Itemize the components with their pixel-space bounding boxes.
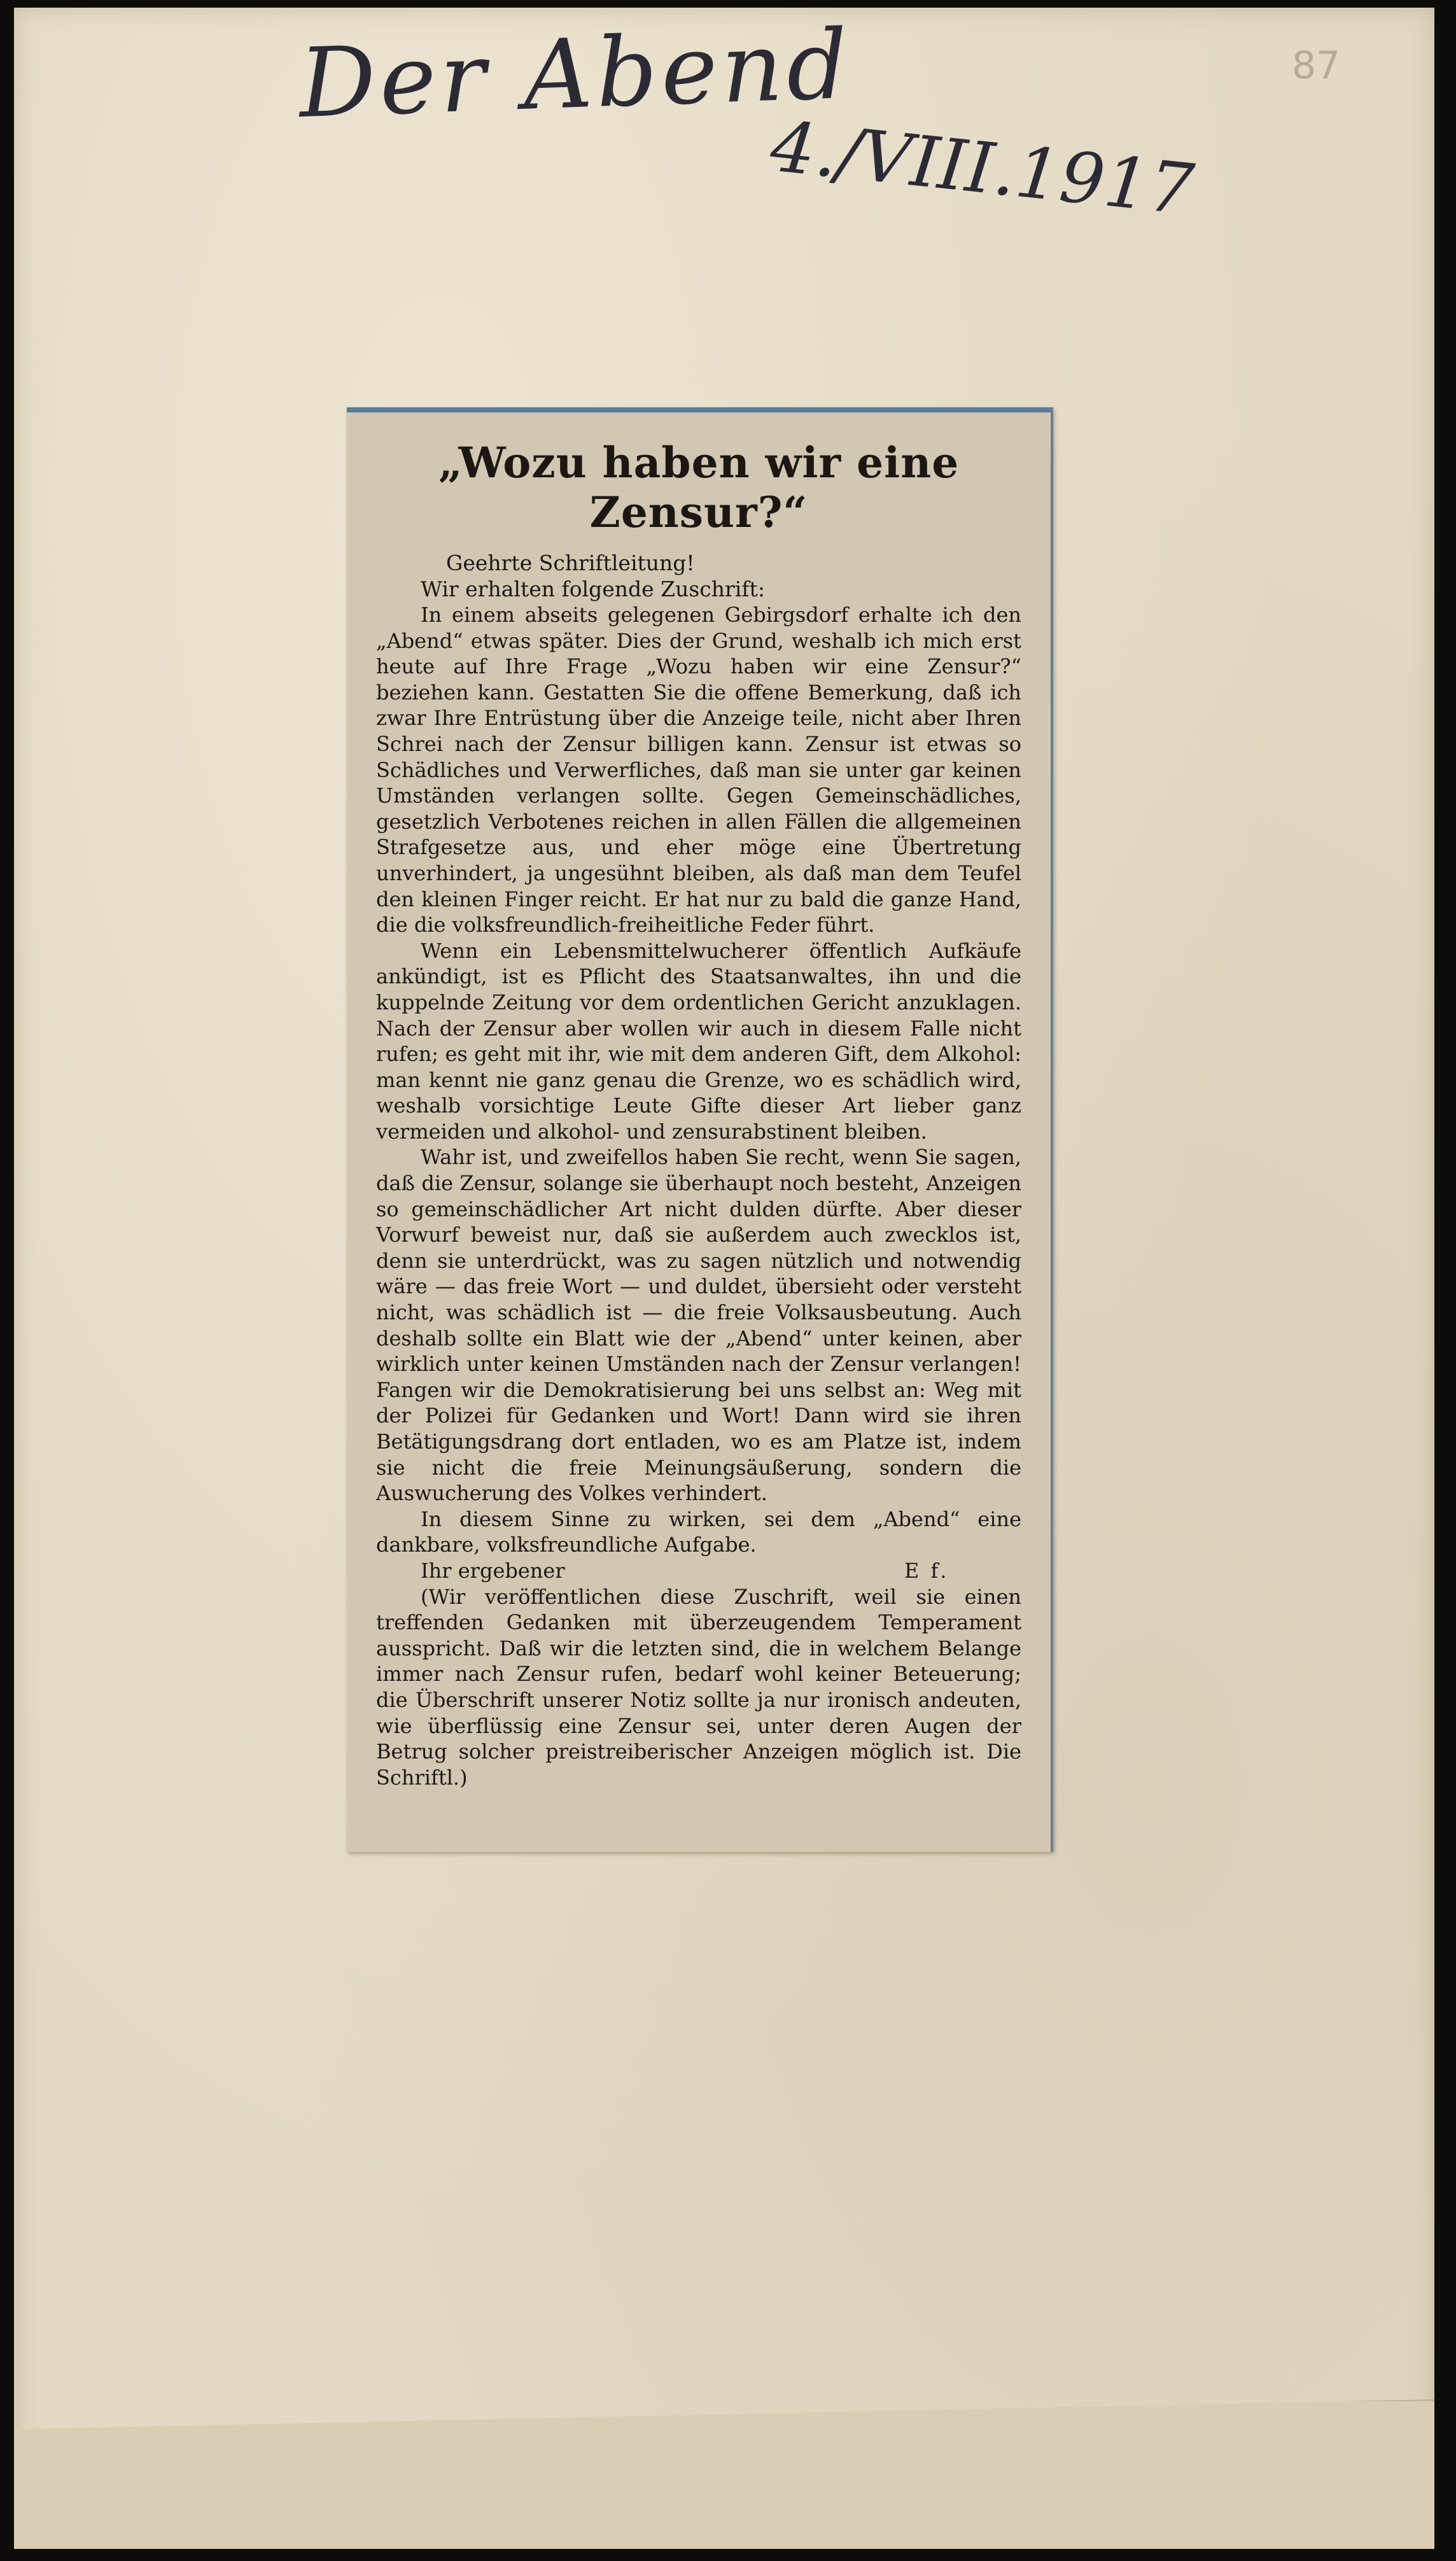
clipping-headline: „Wozu haben wir eine Zensur?“ bbox=[438, 438, 960, 537]
handwritten-title: Der Abend bbox=[297, 9, 853, 140]
closing: Ihr ergebener bbox=[421, 1558, 565, 1583]
signature-initials: E f. bbox=[904, 1558, 949, 1583]
archive-number: 87 bbox=[1292, 43, 1341, 88]
intro-line: Wir erhalten folgende Zuschrift: bbox=[421, 577, 765, 601]
signature-line bbox=[376, 1558, 1021, 1584]
editor-note: (Wir veröffentlichen diese Zuschrift, weil sie einen treffenden Gedanken mit überzeugendem Temperament ausspricht. Daß wir die letzten sind, die in welchem Belange immer nach Zensur rufen, bedarf wohl keiner Beteuerung; die Überschrift unserer Notiz sollte ja nur ironisch andeuten, wie überflüssig eine Zensur sei, unter deren Augen der Betrug solcher preistreiberischer Anzeigen möglich ist. Die Schriftl.) bbox=[376, 1584, 1021, 1790]
salutation: Geehrte Schriftleitung! bbox=[446, 551, 695, 575]
letter-paragraph-2: Wenn ein Lebensmittelwucherer öffentlich Aufkäufe ankündigt, ist es Pflicht des Staatsanwaltes, ihn und die kuppelnde Zeitung vor dem ordentlichen Gericht anzuklagen. Nach der Zensur aber wollen wir auch in diesem Falle nicht rufen; es geht mit ihr, wie mit dem anderen Gift, dem Alkohol: man kennt nie ganz genau die Grenze, wo es schädlich wird, weshalb vorsichtige Leute Gifte dieser Art lieber ganz vermeiden und alkohol- und zensurabstinent bleiben. bbox=[376, 938, 1021, 1144]
newspaper-clipping bbox=[347, 407, 1053, 1852]
letter-paragraph-4: In diesem Sinne zu wirken, sei dem „Abend“ eine dankbare, volksfreundliche Aufgabe. bbox=[376, 1506, 1021, 1557]
letter-paragraph-1: In einem abseits gelegenen Gebirgsdorf erhalte ich den „Abend“ etwas später. Dies der Grund, weshalb ich mich erst heute auf Ihre Frage „Wozu haben wir eine Zensur?“ beziehen kann. Gestatten Sie die offene Bemerkung, daß ich zwar Ihre Entrüstung über die Anzeige teile, nicht aber Ihren Schrei nach der Zensur billigen kann. Zensur ist etwas so Schädliches und Verwerfliches, daß man sie unter gar keinen Umständen verlangen sollte. Gegen Gemeinschädliches, gesetzlich Verbotenes reichen in allen Fällen die allgemeinen Strafgesetze aus, und eher möge eine Übertretung unverhindert, ja ungesühnt bleiben, als daß man dem Teufel den kleinen Finger reicht. Er hat nur zu bald die ganze Hand, die die volksfreundlich-freiheitliche Feder führt. bbox=[376, 603, 1021, 937]
handwritten-date: 4./VIII.1917 bbox=[767, 105, 1198, 231]
letter-paragraph-3: Wahr ist, und zweifellos haben Sie recht, wenn Sie sagen, daß die Zensur, solange sie überhaupt noch besteht, Anzeigen so gemeinschädlicher Art nicht dulden dürfte. Aber dieser Vorwurf beweist nur, daß sie außerdem auch zwecklos ist, denn sie unterdrückt, was zu sagen nützlich und notwendig wäre — das freie Wort — und duldet, übersieht oder versteht nicht, was schädlich ist — die freie Volksausbeutung. Auch deshalb sollte ein Blatt wie der „Abend“ unter keinen, aber wirklich unter keinen Umständen nach der Zensur verlangen! Fangen wir die Demokratisierung bei uns selbst an: Weg mit der Polizei für Gedanken und Wort! Dann wird sie ihren Betätigungsdrang dort entladen, wo es am Platze ist, indem sie nicht die freie Meinungsäußerung, sondern die Auswucherung des Volkes verhindert. bbox=[376, 1145, 1021, 1506]
